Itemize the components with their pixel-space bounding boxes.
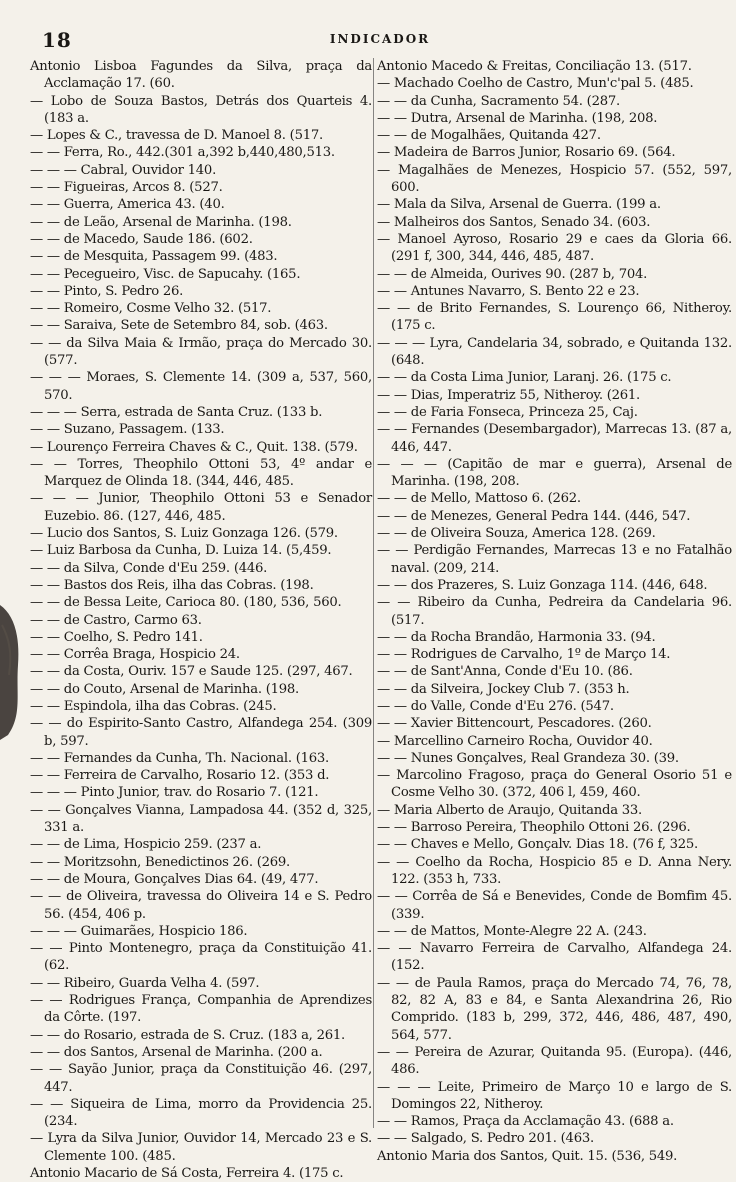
directory-entry: — — dos Prazeres, S. Luiz Gonzaga 114. (446, 648. [377,577,708,593]
right-column [377,58,732,1164]
directory-entry: — — Navarro Ferreira de Carvalho, Alfandega 24. (152. [377,941,732,974]
directory-entry: — — Dias, Imperatriz 55, Nitheroy. (261. [377,387,641,403]
directory-entry: — — Corrêa Braga, Hospicio 24. [30,647,240,663]
left-column [30,58,372,1181]
directory-entry: — — de Faria Fonseca, Princeza 25, Caj. [377,404,638,420]
directory-entry: — Luiz Barbosa da Cunha, D. Luiza 14. (5,459. [30,543,332,559]
directory-entry: — — de Almeida, Ourives 90. (287 b, 704. [377,266,648,282]
directory-entry: — Lopes & C., travessa de D. Manoel 8. (517. [30,128,323,144]
directory-entry: — — Perdigão Fernandes, Marrecas 13 e no Fatalhão naval. (209, 214. [377,543,732,576]
directory-entry: — — Dutra, Arsenal de Marinha. (198, 208. [377,110,658,126]
directory-entry: — — Suzano, Passagem. (133. [30,422,225,438]
directory-entry: — — — Cabral, Ouvidor 140. [30,162,217,178]
directory-entry: — — de Castro, Carmo 63. [30,612,202,628]
directory-entry: — — de Sant'Anna, Conde d'Eu 10. (86. [377,664,633,680]
directory-entry: — Lourenço Ferreira Chaves & C., Quit. 138. (579. [30,439,358,455]
directory-entry: — — da Costa, Ouriv. 157 e Saude 125. (297, 467. [30,664,353,680]
directory-entry: — — — Lyra, Candelaria 34, sobrado, e Quitanda 132. (648. [377,335,732,369]
page-number: 18 [42,28,72,52]
directory-entry: — — da Costa Lima Junior, Laranj. 26. (175 c. [377,370,672,386]
directory-entry: — — Ribeiro, Guarda Velha 4. (597. [30,975,260,991]
directory-entry: — — dos Santos, Arsenal de Marinha. (200 a. [30,1044,323,1060]
directory-entry: — — da Silva Maia & Irmão, praça do Mercado 30. (577. [30,335,372,369]
directory-entry: — — Ribeiro da Cunha, Pedreira da Candelaria 96. (517. [377,595,732,628]
directory-entry: — — Rodrigues de Carvalho, 1º de Março 14. [377,647,671,663]
directory-entry: — — Salgado, S. Pedro 201. (463. [377,1131,594,1147]
directory-entry: — — Fernandes (Desembargador), Marrecas 13. (87 a, 446, 447. [377,422,732,455]
directory-entry: — — de Macedo, Saude 186. (602. [30,231,253,247]
directory-entry: — — Nunes Gonçalves, Real Grandeza 30. (39. [377,750,679,766]
directory-entry: — — Fernandes da Cunha, Th. Nacional. (163. [30,750,329,766]
column-divider [373,58,374,1128]
directory-entry: — — do Couto, Arsenal de Marinha. (198. [30,681,299,697]
directory-entry: — — de Lima, Hospicio 259. (237 a. [30,837,262,853]
directory-entry: — — Chaves e Mello, Gonçalv. Dias 18. (76 f, 325. [377,837,698,853]
directory-entry: — — de Oliveira, travessa do Oliveira 14 e S. Pedro 56. (454, 406 p. [30,889,372,922]
directory-entry: — Lyra da Silva Junior, Ouvidor 14, Mercado 23 e S. Clemente 100. (485. [30,1131,372,1164]
directory-entry: — — Pereira de Azurar, Quitanda 95. (Europa). (446, 486. [377,1044,732,1078]
directory-entry: — — Ramos, Praça da Acclamação 43. (688 a. [377,1114,674,1130]
scan-smudge-mark [0,595,26,745]
directory-entry: — — Bastos dos Reis, ilha das Cobras. (198. [30,577,314,593]
directory-entry: — — — (Capitão de mar e guerra), Arsenal de Marinha. (198, 208. [377,456,732,490]
directory-entry: — — — Moraes, S. Clemente 14. (309 a, 537, 560, 570. [30,370,372,403]
directory-entry: — Manoel Ayroso, Rosario 29 e caes da Gloria 66. (291 f, 300, 344, 446, 485, 487. [377,231,732,265]
directory-entry: — Lucio dos Santos, S. Luiz Gonzaga 126. (579. [30,526,338,542]
directory-entry: — — Figueiras, Arcos 8. (527. [30,180,223,196]
directory-entry: — — Pecegueiro, Visc. de Sapucahy. (165. [30,266,301,282]
directory-entry: — — Rodrigues França, Companhia de Aprendizes da Côrte. (197. [30,993,372,1026]
directory-entry: — Lobo de Souza Bastos, Detrás dos Quarteis 4. (183 a. [30,93,372,126]
directory-entry: Antonio Lisboa Fagundes da Silva, praça da Acclamação 17. (60. [30,59,372,92]
directory-entry: — — — Pinto Junior, trav. do Rosario 7. (121. [30,785,319,801]
directory-entry: — — Torres, Theophilo Ottoni 53, 4º andar e Marquez de Olinda 18. (344, 446, 485. [30,456,372,490]
directory-entry: — Magalhães de Menezes, Hospicio 57. (552, 597, 600. [377,162,732,196]
directory-entry: — — Moritzsohn, Benedictinos 26. (269. [30,854,290,870]
directory-entry: — — da Rocha Brandão, Harmonia 33. (94. [377,629,656,645]
directory-entry: — — Saraiva, Sete de Setembro 84, sob. (463. [30,318,328,334]
directory-entry: — — de Menezes, General Pedra 144. (446, 547. [377,508,691,524]
directory-entry: — — Espindola, ilha das Cobras. (245. [30,698,277,714]
directory-entry: — — Sayão Junior, praça da Constituição 46. (297, 447. [30,1062,372,1095]
directory-entry: — — de Mogalhães, Quitanda 427. [377,128,601,144]
directory-entry: — — Barroso Pereira, Theophilo Ottoni 26. (296. [377,820,691,836]
directory-entry: — Machado Coelho de Castro, Mun'c'pal 5. (485. [377,76,694,92]
directory-entry: — — Antunes Navarro, S. Bento 22 e 23. [377,283,640,299]
directory-entry: — — de Brito Fernandes, S. Lourenço 66, Nitheroy. (175 c. [377,301,732,334]
directory-entry: — — da Silveira, Jockey Club 7. (353 h. [377,681,630,697]
directory-entry: — Maria Alberto de Araujo, Quitanda 33. [377,802,642,818]
directory-entry: — Malheiros dos Santos, Senado 34. (603. [377,214,651,230]
directory-entry: — — da Silva, Conde d'Eu 259. (446. [30,560,268,576]
directory-entry: — — — Leite, Primeiro de Março 10 e largo de S. Domingos 22, Nitheroy. [377,1079,732,1112]
directory-entry: — — Pinto, S. Pedro 26. [30,283,184,299]
directory-entry: — — de Leão, Arsenal de Marinha. (198. [30,214,292,230]
directory-entry: — — do Espirito-Santo Castro, Alfandega 254. (309 b, 597. [30,716,372,749]
directory-entry: — — Coelho da Rocha, Hospicio 85 e D. Anna Nery. 122. (353 h, 733. [377,854,732,887]
directory-entry: — — Corrêa de Sá e Benevides, Conde de Bomfim 45. (339. [377,889,732,922]
directory-entry: Antonio Maria dos Santos, Quit. 15. (536, 549. [377,1148,678,1164]
directory-entry: — Marcellino Carneiro Rocha, Ouvidor 40. [377,733,653,749]
directory-entry: — — Guerra, America 43. (40. [30,197,225,213]
directory-entry: — — Xavier Bittencourt, Pescadores. (260. [377,716,652,732]
directory-entry: — — de Mesquita, Passagem 99. (483. [30,249,278,265]
directory-entry: Antonio Macedo & Freitas, Conciliação 13. (517. [377,59,692,74]
directory-entry: — — Siqueira de Lima, morro da Providencia 25. (234. [30,1096,372,1130]
directory-entry: — Marcolino Fragoso, praça do General Osorio 51 e Cosme Velho 30. (372, 406 l, 459, 460. [377,768,732,801]
directory-entry: — — Coelho, S. Pedro 141. [30,629,203,645]
directory-entry: — — Gonçalves Vianna, Lampadosa 44. (352 d, 325, 331 a. [30,802,372,836]
directory-entry: — — de Oliveira Souza, America 128. (269. [377,526,656,542]
directory-entry: — — Pinto Montenegro, praça da Constituição 41. (62. [30,941,372,974]
directory-entry: — — Romeiro, Cosme Velho 32. (517. [30,301,272,317]
directory-entry: — — do Valle, Conde d'Eu 276. (547. [377,698,614,714]
directory-entry: — — de Bessa Leite, Carioca 80. (180, 536, 560. [30,595,342,611]
directory-entry: Antonio Macario de Sá Costa, Ferreira 4. (175 c. [30,1166,344,1181]
directory-entry: — — — Serra, estrada de Santa Cruz. (133 b. [30,404,323,420]
directory-entry: — Madeira de Barros Junior, Rosario 69. (564. [377,145,676,161]
directory-entry: — — do Rosario, estrada de S. Cruz. (183 a, 261. [30,1027,345,1043]
directory-entry: — — de Mattos, Monte-Alegre 22 A. (243. [377,923,647,939]
page-header [30,20,730,50]
directory-entry: — Mala da Silva, Arsenal de Guerra. (199 a. [377,197,661,213]
running-title: INDICADOR [329,32,431,46]
directory-entry: — — — Guimarães, Hospicio 186. [30,923,248,939]
directory-entry: — — da Cunha, Sacramento 54. (287. [377,93,620,109]
directory-entry: — — de Paula Ramos, praça do Mercado 74, 76, 78, 82, 82 A, 83 e 84, e Santa Alexandrina 26, Rio Comprido. (183 b, 299, 372, 446, 486, 487, 490, 564, 577. [377,975,732,1043]
directory-entry: — — de Mello, Mattoso 6. (262. [377,491,581,507]
directory-entry: — — Ferreira de Carvalho, Rosario 12. (353 d. [30,768,330,784]
directory-entry: — — de Moura, Gonçalves Dias 64. (49, 477. [30,871,319,887]
directory-entry: — — Ferra, Ro., 442.(301 a,392 b,440,480,513. [30,145,335,161]
directory-entry: — — — Junior, Theophilo Ottoni 53 e Senador Euzebio. 86. (127, 446, 485. [30,491,372,524]
